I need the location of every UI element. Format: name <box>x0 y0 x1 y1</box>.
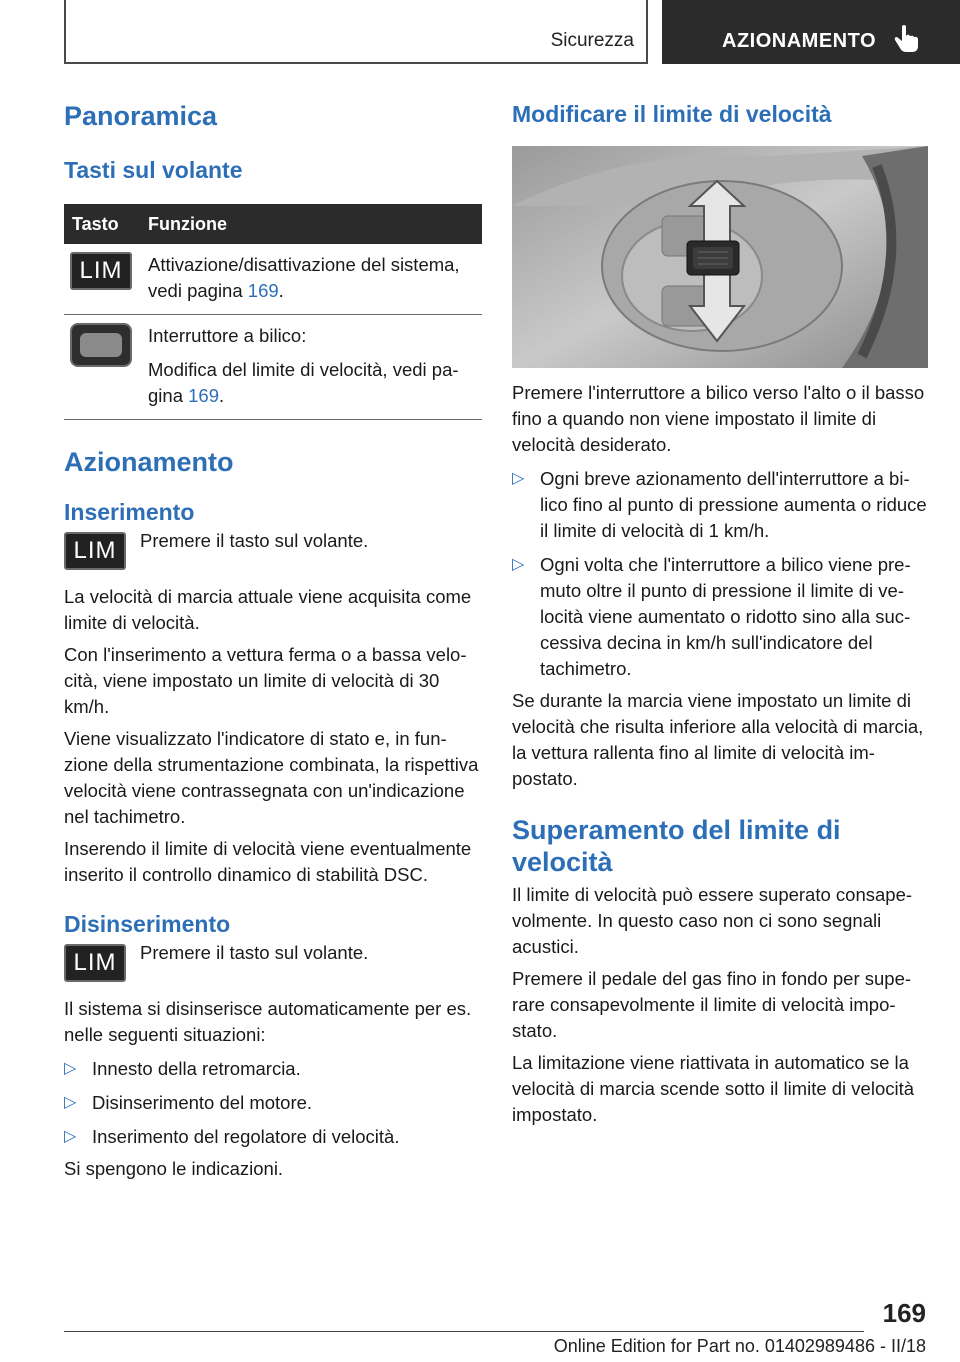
lim-button-icon: LIM <box>64 944 126 982</box>
lim-button-icon: LIM <box>64 532 126 570</box>
switch-off-title: Disinserimento <box>64 911 231 937</box>
page-number: 169 <box>882 1298 926 1328</box>
overview-title: Panoramica <box>64 101 218 131</box>
pointing-hand-icon <box>894 24 920 57</box>
table-row: LIM Attivazione/disattivazione del sistema, vedi pagina 169. <box>64 244 482 315</box>
list-item: ▷ Disinserimento del motore. <box>64 1090 482 1116</box>
paragraph: Si spengono le indicazioni. <box>64 1158 284 1179</box>
triangle-bullet-icon: ▷ <box>512 556 525 573</box>
change-limit-title: Modificare il limite di velocità <box>512 101 832 127</box>
switch-off-text: Premere il tasto sul volante. <box>140 942 369 963</box>
page-link[interactable]: 169 <box>247 280 279 301</box>
list-item: ▷ Inserimento del regolatore di velocità. <box>64 1124 482 1150</box>
table-header-function: Funzione <box>140 204 482 244</box>
row-function-text: Interruttore a bilico: <box>148 325 307 346</box>
paragraph: Il sistema si disinserisce automaticamente per es. nelle seguenti situazioni: <box>64 998 472 1045</box>
edition-text: Online Edition for Part no. 01402989486 - II/18 <box>553 1336 926 1356</box>
triangle-bullet-icon: ▷ <box>512 470 525 487</box>
row-function-text: Attivazione/disattivazione del sistema, vedi pagina <box>148 254 460 301</box>
row-function-text: Modifica del limite di velocità, vedi pagina <box>148 359 459 406</box>
header-chapter-box <box>662 0 960 64</box>
switch-on-title: Inserimento <box>64 499 195 525</box>
list-item: ▷ Ogni volta che l'interruttore a bilico viene premuto oltre il punto di pressione il limite di velocità viene aumentato o ridotto sino alla successiva decina in km/h sull'indicatore del tachimetro. <box>512 554 911 679</box>
right-column <box>512 100 930 1128</box>
table-header-key: Tasto <box>64 204 140 244</box>
steering-wheel-rocker-illustration <box>512 146 928 368</box>
header-chapter: AZIONAMENTO <box>722 30 877 52</box>
exceed-limit-title: Superamento del limite di velocità <box>512 815 841 877</box>
paragraph: Inserendo il limite di velocità viene eventualmente inserito il controllo dinamico di stabilità DSC. <box>64 838 472 885</box>
paragraph: La limitazione viene riattivata in automatico se la velocità di marcia scende sotto il limite di velocità impostato. <box>512 1052 915 1125</box>
switch-off-list <box>64 1056 482 1150</box>
paragraph: Viene visualizzato l'indicatore di stato e, in funzione della strumentazione combinata, la rispettiva velocità viene contrassegnata con un'indicazione nel tachimetro. <box>64 728 479 827</box>
page-link[interactable]: 169 <box>188 385 219 406</box>
paragraph: La velocità di marcia attuale viene acquisita come limite di velocità. <box>64 586 472 633</box>
list-item: ▷ Innesto della retromarcia. <box>64 1056 482 1082</box>
table-row: Interruttore a bilico: Modifica del limite di velocità, vedi pagina 169. <box>64 315 482 420</box>
paragraph: Con l'inserimento a vettura ferma o a bassa velocità, viene impostato un limite di velocità di 30 km/h. <box>64 644 467 717</box>
triangle-bullet-icon: ▷ <box>64 1128 77 1145</box>
keys-table <box>64 204 482 420</box>
header-section-box <box>64 0 648 64</box>
header-section: Sicurezza <box>550 30 634 51</box>
operation-title: Azionamento <box>64 447 234 477</box>
rocker-switch-icon <box>70 323 132 367</box>
paragraph: Se durante la marcia viene impostato un limite di velocità che risulta inferiore alla velocità di marcia, la vettura rallenta fino al limite di velocità impostato. <box>512 690 924 789</box>
lim-button-icon: LIM <box>70 252 132 290</box>
triangle-bullet-icon: ▷ <box>64 1060 77 1077</box>
footer-divider <box>64 1331 864 1332</box>
list-item: ▷ Ogni breve azionamento dell'interruttore a bilico fino al punto di pressione aumenta o riduce il limite di velocità di 1 km/h. <box>512 468 927 541</box>
change-limit-list <box>512 466 930 682</box>
steering-keys-title: Tasti sul volante <box>64 157 243 183</box>
paragraph: Premere l'interruttore a bilico verso l'alto o il basso fino a quando non viene impostato il limite di velocità desiderato. <box>512 382 925 455</box>
switch-on-text: Premere il tasto sul volante. <box>140 530 369 551</box>
left-column <box>64 100 482 1182</box>
triangle-bullet-icon: ▷ <box>64 1094 77 1111</box>
paragraph: Premere il pedale del gas fino in fondo per superare consapevolmente il limite di velocità impostato. <box>512 968 912 1041</box>
paragraph: Il limite di velocità può essere superato consapevolmente. In questo caso non ci sono segnali acustici. <box>512 884 913 957</box>
